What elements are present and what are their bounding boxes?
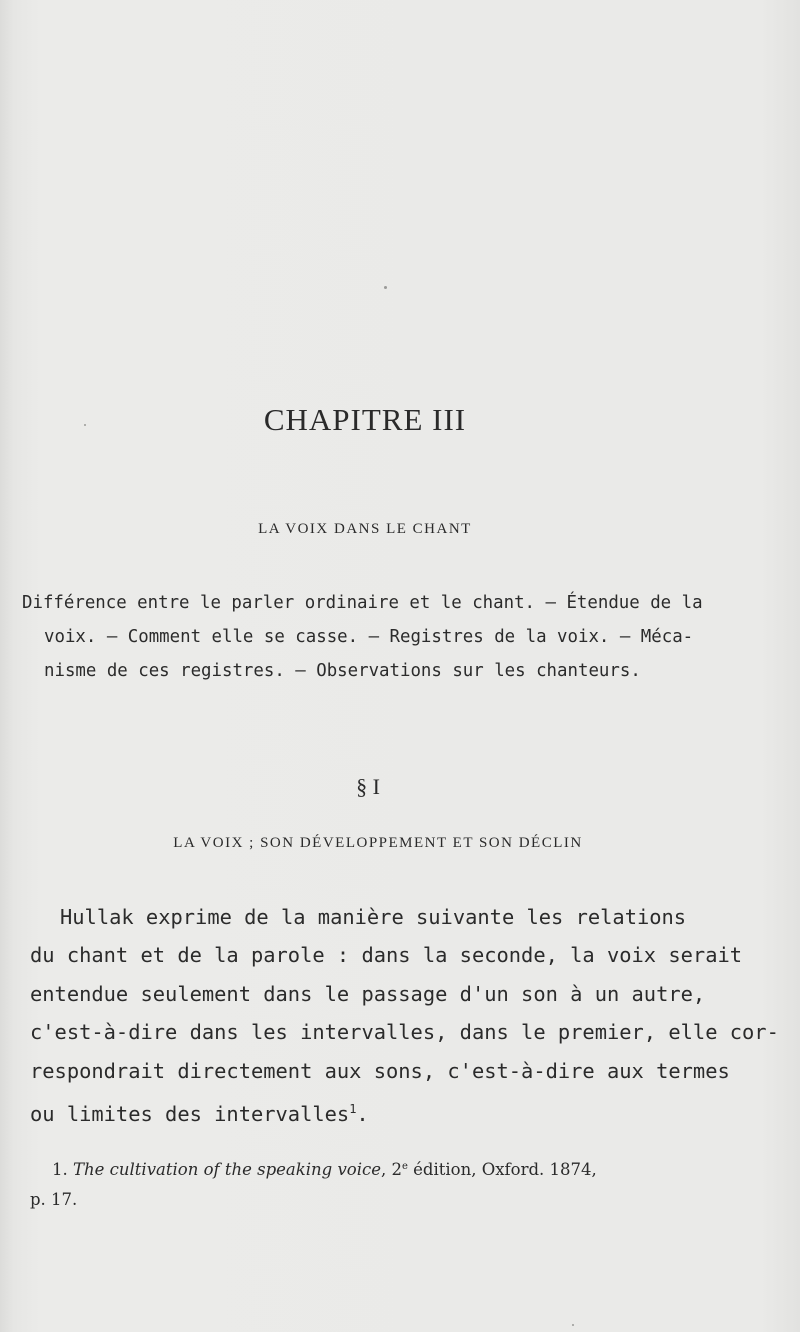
body-end-punct: .	[356, 1102, 369, 1127]
body-line-last	[30, 1090, 730, 1133]
footnote	[30, 1152, 730, 1215]
body-line-text: ou limites des intervalles	[30, 1102, 350, 1127]
body-line: Hullak exprime de la manière suivante les relations	[60, 905, 687, 929]
section-title: LA VOIX ; SON DÉVELOPPEMENT ET SON DÉCLIN	[173, 835, 583, 851]
footnote-line: p. 17.	[30, 1190, 78, 1209]
body-line: respondrait directement aux sons, c'est-à-dire aux termes	[30, 1058, 730, 1083]
footnote-edition-sup: e	[402, 1161, 408, 1172]
body-line: entendue seulement dans le passage d'un son à un autre,	[30, 981, 706, 1006]
chapter-subtitle: LA VOIX DANS LE CHANT	[258, 521, 472, 537]
paper-speck	[84, 424, 86, 426]
section-mark: § I	[356, 774, 380, 799]
paper-speck	[384, 286, 387, 289]
footnote-edition-rest: édition, Oxford. 1874,	[407, 1160, 597, 1179]
chapter-title: CHAPITRE III	[263, 402, 467, 437]
chapter-summary	[22, 586, 727, 688]
footnote-number: 1.	[52, 1160, 68, 1179]
footnote-edition-prefix: , 2	[381, 1160, 402, 1179]
footnote-reference: 1	[349, 1102, 357, 1117]
summary-line: nisme de ces registres. — Observations sur les chanteurs.	[44, 661, 641, 681]
body-line: du chant et de la parole : dans la seconde, la voix serait	[30, 943, 743, 968]
body-paragraph	[30, 898, 779, 1133]
footnote-line	[30, 1152, 730, 1185]
body-line: c'est-à-dire dans les intervalles, dans le premier, elle cor-	[30, 1020, 779, 1045]
footnote-book-title: The cultivation of the speaking voice	[73, 1160, 381, 1179]
summary-line: Différence entre le parler ordinaire et le chant. — Étendue de la	[22, 593, 703, 613]
summary-line: voix. — Comment elle se casse. — Registres de la voix. — Méca-	[44, 627, 694, 647]
paper-speck	[572, 1324, 574, 1326]
